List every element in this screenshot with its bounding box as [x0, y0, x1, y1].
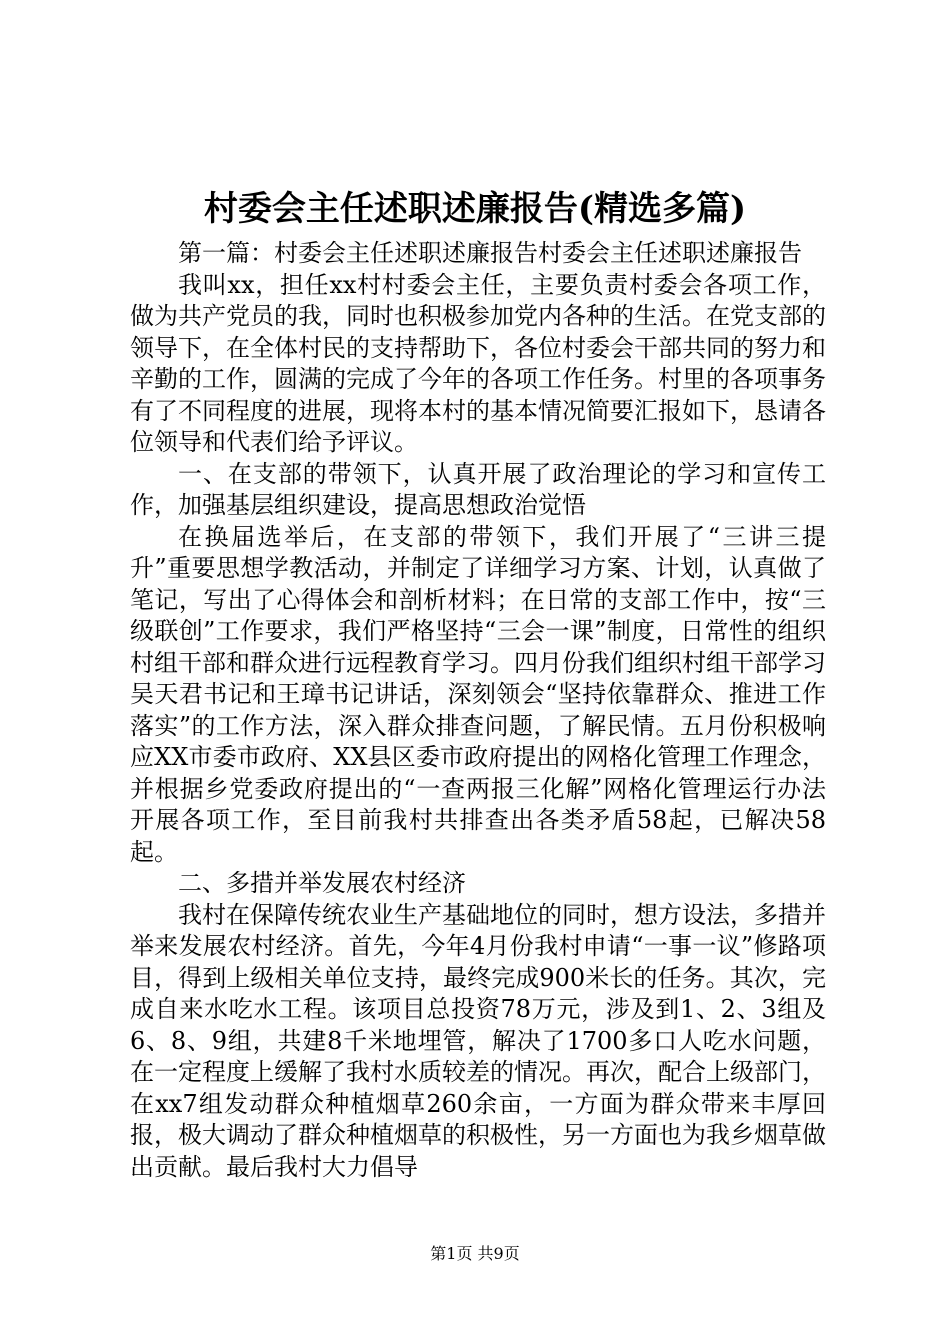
section-heading-1: 一、在支部的带领下，认真开展了政治理论的学习和宣传工作，加强基层组织建设，提高思想政治觉悟: [130, 459, 826, 519]
document-body: [130, 238, 826, 1183]
section-heading-2: 二、多措并举发展农村经济: [178, 869, 466, 897]
paragraph-2: 我叫xx，担任xx村村委会主任，主要负责村委会各项工作，做为共产党员的我，同时也积极参加党内各种的生活。在党支部的领导下，在全体村民的支持帮助下，各位村委会干部共同的努力和辛勤的工作，圆满的完成了今年的各项工作任务。村里的各项事务有了不同程度的进展，现将本村的基本情况简要汇报如下，恳请各位领导和代表们给予评议。: [130, 270, 826, 456]
page-footer: 第1页 共9页: [430, 1244, 520, 1263]
paragraph-3: 在换届选举后，在支部的带领下，我们开展了“三讲三提升”重要思想学教活动，并制定了详细学习方案、计划，认真做了笔记，写出了心得体会和剖析材料；在日常的支部工作中，按“三级联创”工作要求，我们严格坚持“三会一课”制度，日常性的组织村组干部和群众进行远程教育学习。四月份我们组织村组干部学习吴天君书记和王璋书记讲话，深刻领会“坚持依靠群众、推进工作落实”的工作方法，深入群众排查问题，了解民情。五月份积极响应XX市委市政府、XX县区委市政府提出的网格化管理工作理念，并根据乡党委政府提出的“一查两报三化解”网格化管理运行办法开展各项工作，至目前我村共排查出各类矛盾58起，已解决58起。: [130, 522, 826, 866]
document-title: 村委会主任述职述廉报告(精选多篇): [203, 189, 747, 229]
paragraph-1: 第一篇：村委会主任述职述廉报告村委会主任述职述廉报告: [178, 239, 802, 267]
paragraph-4: 我村在保障传统农业生产基础地位的同时，想方设法，多措并举来发展农村经济。首先，今年4月份我村申请“一事一议”修路项目，得到上级相关单位支持，最终完成900米长的任务。其次，完成自来水吃水工程。该项目总投资78万元，涉及到1、2、3组及6、8、9组，共建8千米地埋管，解决了1700多口人吃水问题，在一定程度上缓解了我村水质较差的情况。再次，配合上级部门，在xx7组发动群众种植烟草260余亩，一方面为群众带来丰厚回报，极大调动了群众种植烟草的积极性，另一方面也为我乡烟草做出贡献。最后我村大力倡导: [130, 900, 826, 1181]
